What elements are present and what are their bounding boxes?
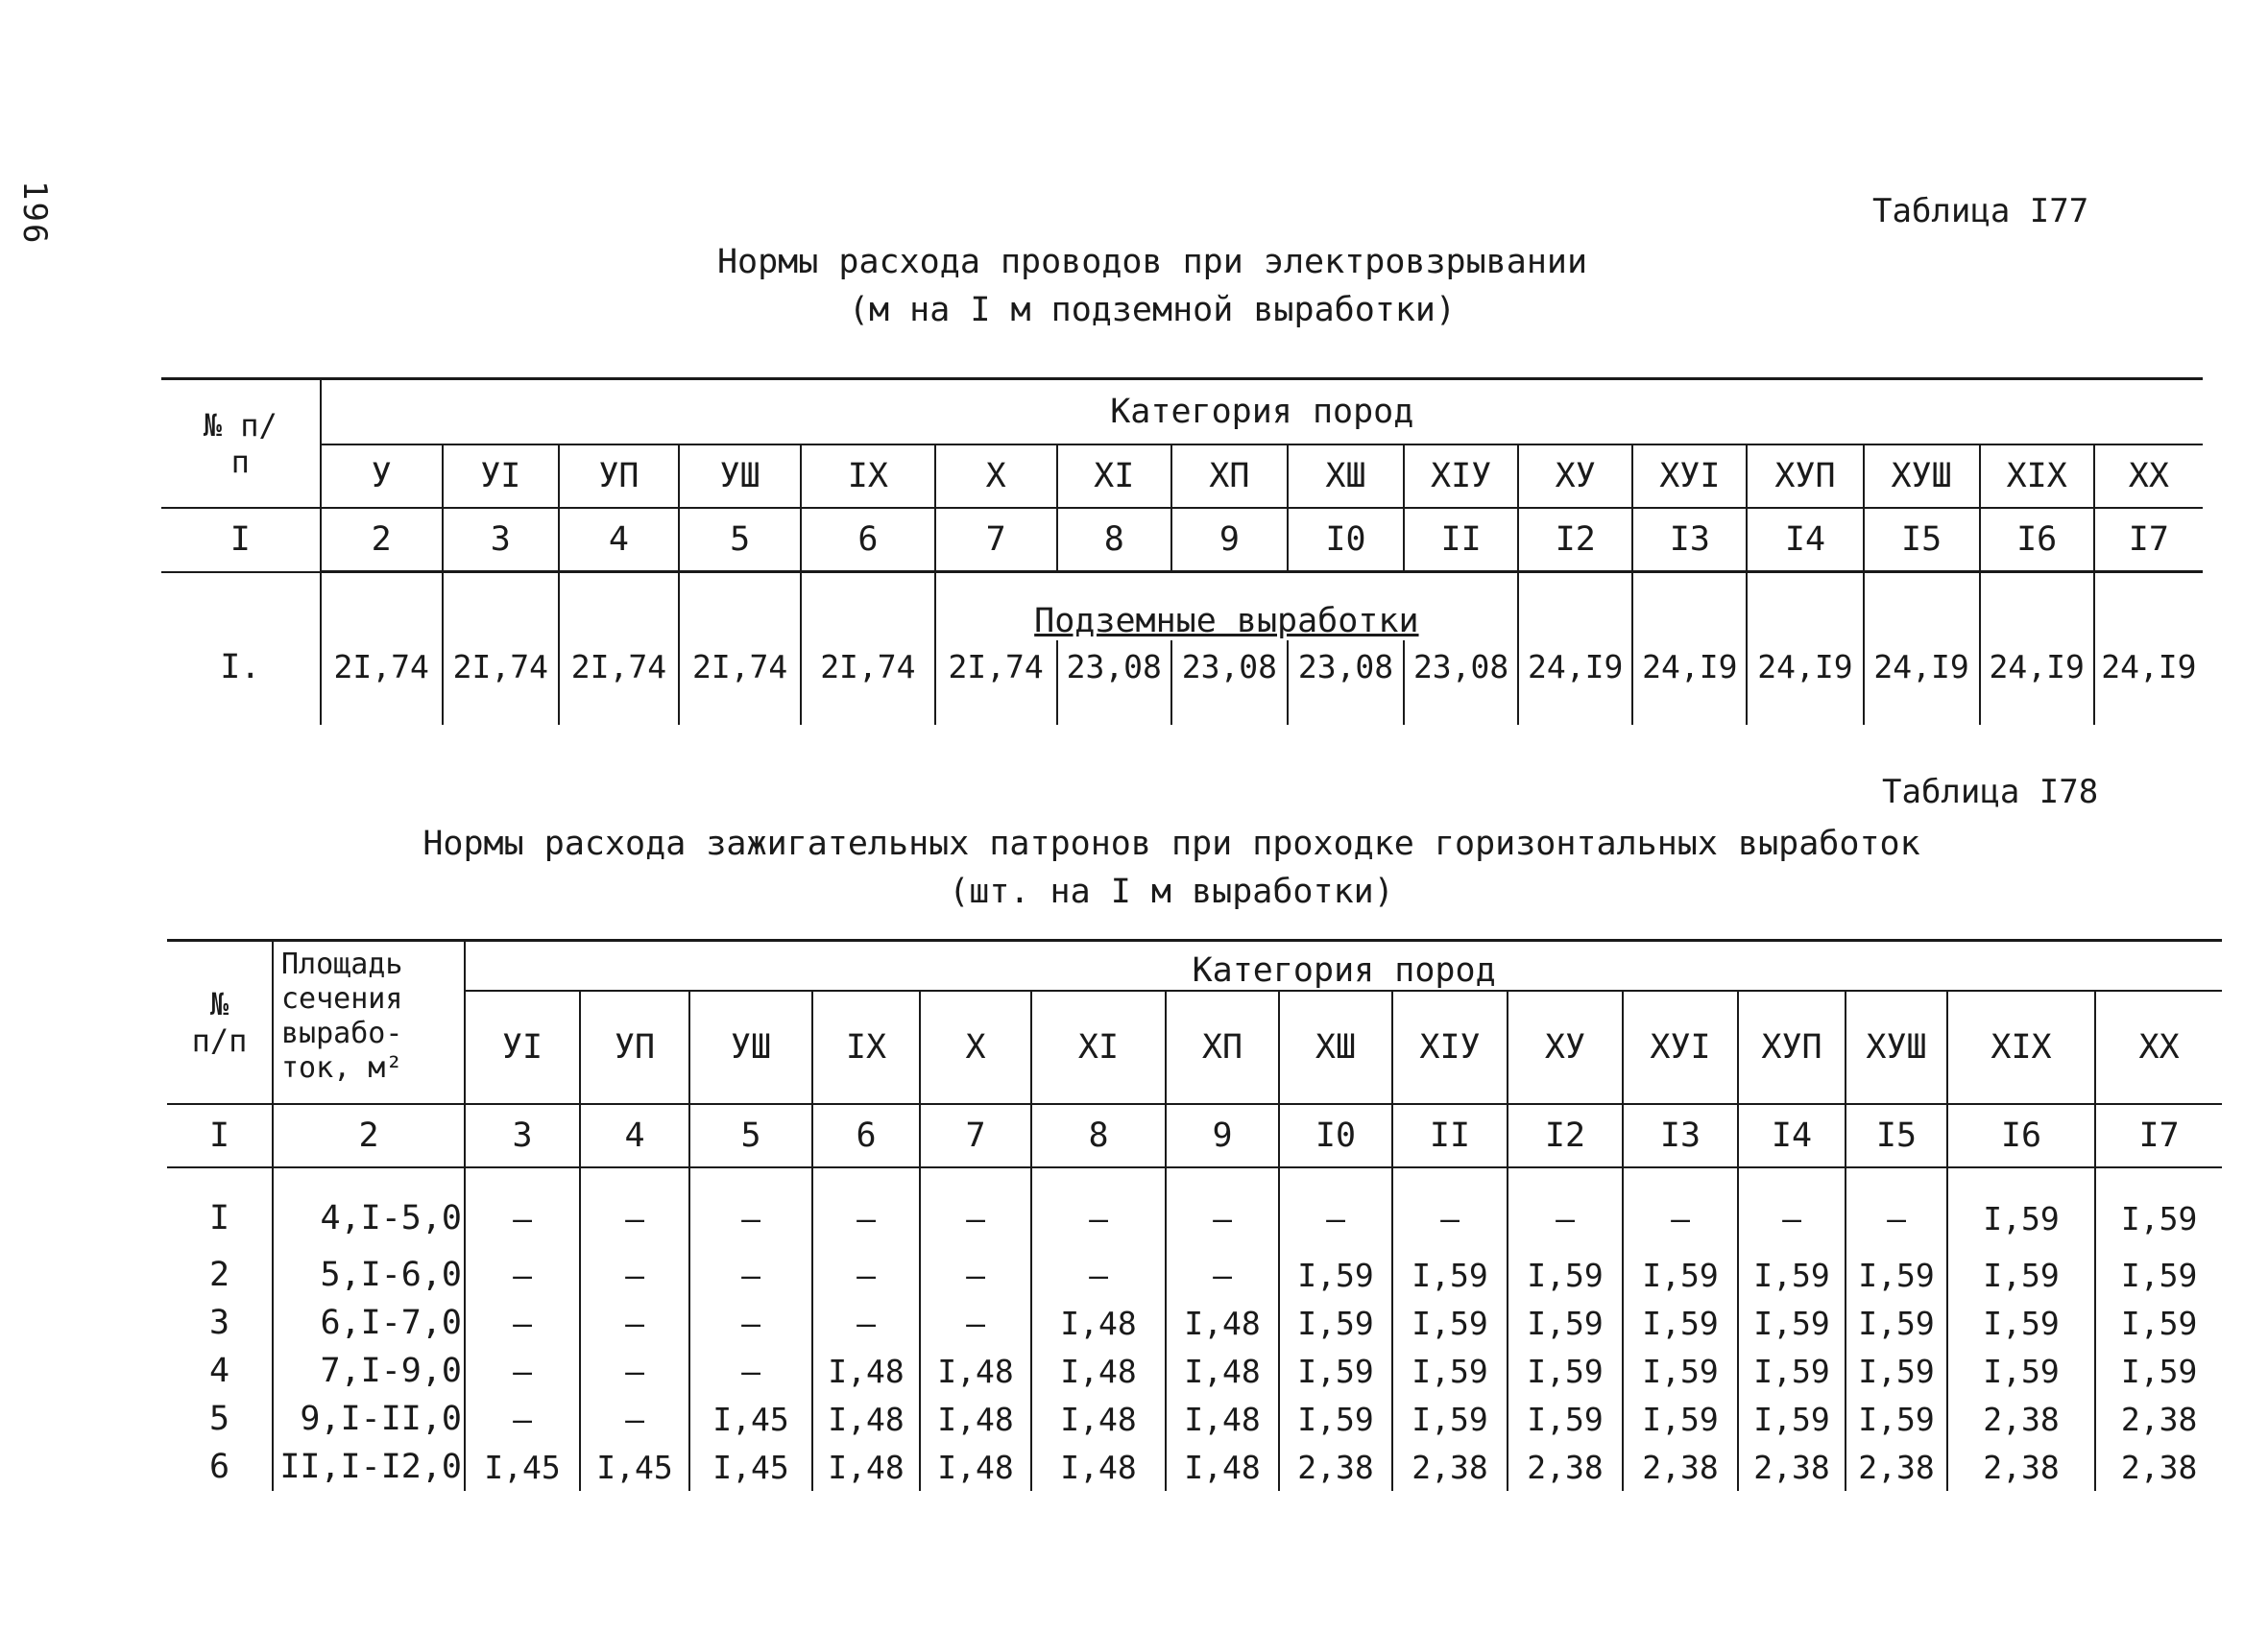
t178-cell: I,48 [1031, 1443, 1166, 1491]
t177-value-8: 23,08 [1288, 640, 1404, 725]
t178-cell: I,48 [920, 1347, 1031, 1395]
t177-colnum-7: 8 [1057, 508, 1171, 572]
t178-colnum-13: I4 [1738, 1104, 1846, 1167]
t177-categories-row [161, 444, 2203, 508]
t178-cell: – [1166, 1251, 1279, 1299]
t178-cell: – [465, 1167, 580, 1251]
t178-category-4: X [920, 991, 1031, 1104]
t178-cell: I,59 [1623, 1347, 1738, 1395]
t178-area-header-line-3: ток, м² [281, 1051, 403, 1085]
t177-colnum-row [161, 508, 2203, 572]
t177-section-empty [1864, 572, 1980, 640]
t177-colnum-12: I3 [1632, 508, 1747, 572]
t178-row-number: 2 [167, 1251, 273, 1299]
t178-cell: – [689, 1251, 812, 1299]
t178-category-14: XX [2095, 991, 2222, 1104]
t178-cell: – [1031, 1251, 1166, 1299]
t178-colnum-12: I3 [1623, 1104, 1738, 1167]
t178-cell: – [920, 1167, 1031, 1251]
t178-category-10: ХУI [1623, 991, 1738, 1104]
t177-colnum-5: 6 [801, 508, 934, 572]
t178-category-1: УП [580, 991, 689, 1104]
t178-category-header: Категория пород [465, 941, 2222, 991]
t178-cell: – [1738, 1167, 1846, 1251]
t178-category-2: УШ [689, 991, 812, 1104]
t178-colnum-7: 8 [1031, 1104, 1166, 1167]
t178-colnum-6: 7 [920, 1104, 1031, 1167]
t178-cell: 2,38 [1947, 1395, 2095, 1443]
t177-category-13: ХУШ [1864, 444, 1980, 508]
t177-section-label: Подземные выработки [1034, 601, 1419, 640]
t178-cell: – [580, 1395, 689, 1443]
t178-cell: I,59 [1947, 1167, 2095, 1251]
t177-category-14: XIX [1980, 444, 2094, 508]
t177-section-empty [1518, 572, 1632, 640]
t177-section-empty [2094, 572, 2203, 640]
t178-row-area: 7,I-9,0 [273, 1347, 465, 1395]
t178-colnum-14: I5 [1846, 1104, 1947, 1167]
t177-category-5: X [935, 444, 1057, 508]
t178-cell: – [1031, 1167, 1166, 1251]
t177-category-2: УП [559, 444, 679, 508]
t178-cell: – [1392, 1167, 1508, 1251]
t177-section-empty [1747, 572, 1863, 640]
t178-cell: I,59 [2095, 1251, 2222, 1299]
t178-area-header-line-1: сечения [281, 982, 403, 1016]
t177-value-7: 23,08 [1171, 640, 1288, 725]
t177-value-0: 2I,74 [321, 640, 443, 725]
t178-cell: I,59 [1947, 1251, 2095, 1299]
t177-colnum-1: 2 [321, 508, 443, 572]
t178-cell: I,59 [1947, 1299, 2095, 1347]
t178-cell: – [465, 1395, 580, 1443]
table-177-label: Таблица I77 [1872, 192, 2089, 230]
t178-row-number: 4 [167, 1347, 273, 1395]
t177-value-14: 24,I9 [1980, 640, 2094, 725]
t177-row-number: I. [161, 640, 321, 725]
t178-cell: I,45 [689, 1395, 812, 1443]
t178-row-area: 9,I-II,0 [273, 1395, 465, 1443]
t178-cell: – [1623, 1167, 1738, 1251]
t177-value-15: 24,I9 [2094, 640, 2203, 725]
t178-row-number: 3 [167, 1299, 273, 1347]
t178-colnum-15: I6 [1947, 1104, 2095, 1167]
t178-cell: I,48 [812, 1347, 920, 1395]
t178-row-area: II,I-I2,0 [273, 1443, 465, 1491]
t177-colnum-16: I7 [2094, 508, 2203, 572]
t178-category-7: XШ [1279, 991, 1392, 1104]
t178-cell: I,48 [1031, 1395, 1166, 1443]
t177-data-row [161, 640, 2203, 725]
t177-category-12: ХУП [1747, 444, 1863, 508]
t178-cell: 2,38 [1508, 1443, 1623, 1491]
t177-category-0: У [321, 444, 443, 508]
t178-cell: I,59 [1846, 1347, 1947, 1395]
t178-cell: I,48 [1166, 1347, 1279, 1395]
t178-colnum-9: I0 [1279, 1104, 1392, 1167]
t178-cell: 2,38 [1279, 1443, 1392, 1491]
t178-data-row [167, 1251, 2222, 1299]
t177-section-cell [935, 572, 1519, 640]
t178-cell: 2,38 [2095, 1443, 2222, 1491]
table-178-title-line1: Нормы расхода зажигательных патронов при проходке горизонтальных выработок [422, 825, 1920, 863]
t178-category-12: ХУШ [1846, 991, 1947, 1104]
t177-section-empty [801, 572, 934, 640]
t178-cell: – [812, 1299, 920, 1347]
t178-cell: I,48 [1166, 1395, 1279, 1443]
t178-cell: I,59 [2095, 1299, 2222, 1347]
t178-category-5: XI [1031, 991, 1166, 1104]
t177-section-spacer [161, 572, 321, 640]
t178-cell: – [580, 1299, 689, 1347]
t178-cell: I,48 [812, 1443, 920, 1491]
t178-cell: I,59 [1392, 1299, 1508, 1347]
t178-row-number: 5 [167, 1395, 273, 1443]
t177-category-3: УШ [679, 444, 801, 508]
t178-cell: I,48 [1031, 1299, 1166, 1347]
t178-cell: I,59 [1508, 1299, 1623, 1347]
t178-cell: 2,38 [2095, 1395, 2222, 1443]
t178-cell: I,59 [1738, 1347, 1846, 1395]
t177-value-1: 2I,74 [443, 640, 559, 725]
t178-cell: I,59 [1623, 1299, 1738, 1347]
t178-cell: I,59 [1508, 1347, 1623, 1395]
t178-cell: I,59 [1279, 1251, 1392, 1299]
t178-colnum-16: I7 [2095, 1104, 2222, 1167]
t178-cell: I,59 [1392, 1251, 1508, 1299]
t178-row-area: 5,I-6,0 [273, 1251, 465, 1299]
t178-cell: I,59 [1279, 1395, 1392, 1443]
t178-categories-row [167, 991, 2222, 1104]
t178-category-11: ХУП [1738, 991, 1846, 1104]
t177-category-6: XI [1057, 444, 1171, 508]
t178-row-area: 6,I-7,0 [273, 1299, 465, 1347]
t178-data-row [167, 1347, 2222, 1395]
t177-header-row [161, 379, 2203, 445]
t178-cell: I,59 [1846, 1251, 1947, 1299]
t177-value-6: 23,08 [1057, 640, 1171, 725]
t178-colnum-1: 2 [273, 1104, 465, 1167]
t177-value-9: 23,08 [1404, 640, 1518, 725]
t177-section-empty [1632, 572, 1747, 640]
t178-cell: I,45 [689, 1443, 812, 1491]
t177-category-15: XX [2094, 444, 2203, 508]
t177-section-empty [559, 572, 679, 640]
t178-colnum-11: I2 [1508, 1104, 1623, 1167]
t177-value-3: 2I,74 [679, 640, 801, 725]
t178-cell: 2,38 [1738, 1443, 1846, 1491]
t178-cell: – [580, 1251, 689, 1299]
table-177-title [672, 238, 1632, 334]
t178-colnum-10: II [1392, 1104, 1508, 1167]
t178-area-header-line-0: Площадь [281, 948, 403, 981]
t178-cell: I,59 [1738, 1251, 1846, 1299]
t177-category-11: ХУI [1632, 444, 1747, 508]
t178-cell: 2,38 [1392, 1443, 1508, 1491]
t178-area-header-line-2: вырабо- [281, 1017, 403, 1050]
t178-cell: I,59 [1623, 1395, 1738, 1443]
t178-category-0: УI [465, 991, 580, 1104]
t178-cell: I,59 [1392, 1395, 1508, 1443]
t177-category-header: Категория пород [321, 379, 2203, 445]
t178-colnum-8: 9 [1166, 1104, 1279, 1167]
t177-value-12: 24,I9 [1747, 640, 1863, 725]
t177-section-empty [321, 572, 443, 640]
t178-cell: I,45 [465, 1443, 580, 1491]
t177-category-1: УI [443, 444, 559, 508]
t177-value-11: 24,I9 [1632, 640, 1747, 725]
t178-cell: I,59 [1846, 1395, 1947, 1443]
t178-cell: – [920, 1251, 1031, 1299]
t178-cell: I,48 [920, 1395, 1031, 1443]
t177-value-10: 24,I9 [1518, 640, 1632, 725]
t178-cell: I,48 [1031, 1347, 1166, 1395]
t177-section-empty [443, 572, 559, 640]
t178-cell: I,59 [1738, 1395, 1846, 1443]
t178-cell: – [689, 1167, 812, 1251]
t178-cell: – [689, 1347, 812, 1395]
t178-data-row [167, 1395, 2222, 1443]
t178-data-row [167, 1167, 2222, 1251]
t178-row-number: I [167, 1167, 273, 1251]
t177-value-13: 24,I9 [1864, 640, 1980, 725]
t178-colnum-row [167, 1104, 2222, 1167]
t177-colnum-13: I4 [1747, 508, 1863, 572]
t178-cell: I,48 [812, 1395, 920, 1443]
t178-colnum-2: 3 [465, 1104, 580, 1167]
t178-cell: I,59 [1623, 1251, 1738, 1299]
t177-value-2: 2I,74 [559, 640, 679, 725]
table-178 [167, 939, 2222, 1491]
t178-cell: I,59 [2095, 1347, 2222, 1395]
t178-colnum-0: I [167, 1104, 273, 1167]
t177-colnum-8: 9 [1171, 508, 1288, 572]
t178-cell: I,59 [1392, 1347, 1508, 1395]
t178-data-row [167, 1443, 2222, 1491]
t178-cell: – [689, 1299, 812, 1347]
t178-cell: I,59 [1846, 1299, 1947, 1347]
t178-cell: I,48 [920, 1443, 1031, 1491]
t178-cell: – [1846, 1167, 1947, 1251]
t177-category-8: XШ [1288, 444, 1404, 508]
t178-cell: – [580, 1347, 689, 1395]
t178-cell: I,59 [1738, 1299, 1846, 1347]
t178-category-3: IX [812, 991, 920, 1104]
t178-category-13: XIX [1947, 991, 2095, 1104]
t177-section-empty [1980, 572, 2094, 640]
t177-section-empty [679, 572, 801, 640]
t177-value-4: 2I,74 [801, 640, 934, 725]
t177-colnum-6: 7 [935, 508, 1057, 572]
t178-cell: 2,38 [1623, 1443, 1738, 1491]
t178-cell: 2,38 [1947, 1443, 2095, 1491]
table-178-title-line2: (шт. на I м выработки) [949, 873, 1394, 911]
table-178-label: Таблица I78 [1882, 773, 2099, 811]
t177-colnum-15: I6 [1980, 508, 2094, 572]
t178-cell: I,45 [580, 1443, 689, 1491]
t178-cell: – [812, 1167, 920, 1251]
t178-cell: – [812, 1251, 920, 1299]
t178-cell: – [465, 1299, 580, 1347]
t178-colnum-4: 5 [689, 1104, 812, 1167]
t178-cell: I,59 [1279, 1347, 1392, 1395]
t178-cell: 2,38 [1846, 1443, 1947, 1491]
t177-colnum-4: 5 [679, 508, 801, 572]
t177-num-header: № п/п [161, 379, 321, 509]
t177-category-4: IX [801, 444, 934, 508]
t178-colnum-5: 6 [812, 1104, 920, 1167]
t178-colnum-3: 4 [580, 1104, 689, 1167]
t178-category-9: ХУ [1508, 991, 1623, 1104]
t178-cell: I,48 [1166, 1443, 1279, 1491]
t178-row-area: 4,I-5,0 [273, 1167, 465, 1251]
t177-colnum-9: I0 [1288, 508, 1404, 572]
t178-cell: – [465, 1251, 580, 1299]
t178-cell: I,59 [1947, 1347, 2095, 1395]
table-178-title [403, 820, 1940, 916]
t177-category-10: ХУ [1518, 444, 1632, 508]
t178-data-row [167, 1299, 2222, 1347]
t178-category-8: XIУ [1392, 991, 1508, 1104]
table-177-title-line2: (м на I м подземной выработки) [848, 291, 1457, 329]
t178-cell: I,59 [2095, 1167, 2222, 1251]
t177-colnum-14: I5 [1864, 508, 1980, 572]
t177-colnum-0: I [161, 508, 321, 572]
t177-section-row [161, 572, 2203, 640]
t178-cell: I,59 [1508, 1251, 1623, 1299]
t178-category-6: XП [1166, 991, 1279, 1104]
t178-cell: – [1508, 1167, 1623, 1251]
t177-colnum-3: 4 [559, 508, 679, 572]
t177-value-5: 2I,74 [935, 640, 1057, 725]
t178-cell: I,48 [1166, 1299, 1279, 1347]
t178-cell: I,59 [1508, 1395, 1623, 1443]
t178-area-header [273, 941, 465, 1105]
t178-header-row [167, 941, 2222, 991]
t178-cell: – [1279, 1167, 1392, 1251]
table-177 [161, 377, 2203, 725]
t177-category-7: XП [1171, 444, 1288, 508]
t178-num-header: № п/п [167, 941, 273, 1105]
t177-colnum-2: 3 [443, 508, 559, 572]
t178-cell: – [920, 1299, 1031, 1347]
t178-cell: – [1166, 1167, 1279, 1251]
page-number: 196 [15, 180, 54, 246]
t177-colnum-10: II [1404, 508, 1518, 572]
t178-cell: I,59 [1279, 1299, 1392, 1347]
table-177-title-line1: Нормы расхода проводов при электровзрывании [716, 243, 1588, 281]
t177-colnum-11: I2 [1518, 508, 1632, 572]
t178-cell: – [465, 1347, 580, 1395]
t177-category-9: XIУ [1404, 444, 1518, 508]
t178-row-number: 6 [167, 1443, 273, 1491]
t178-cell: – [580, 1167, 689, 1251]
